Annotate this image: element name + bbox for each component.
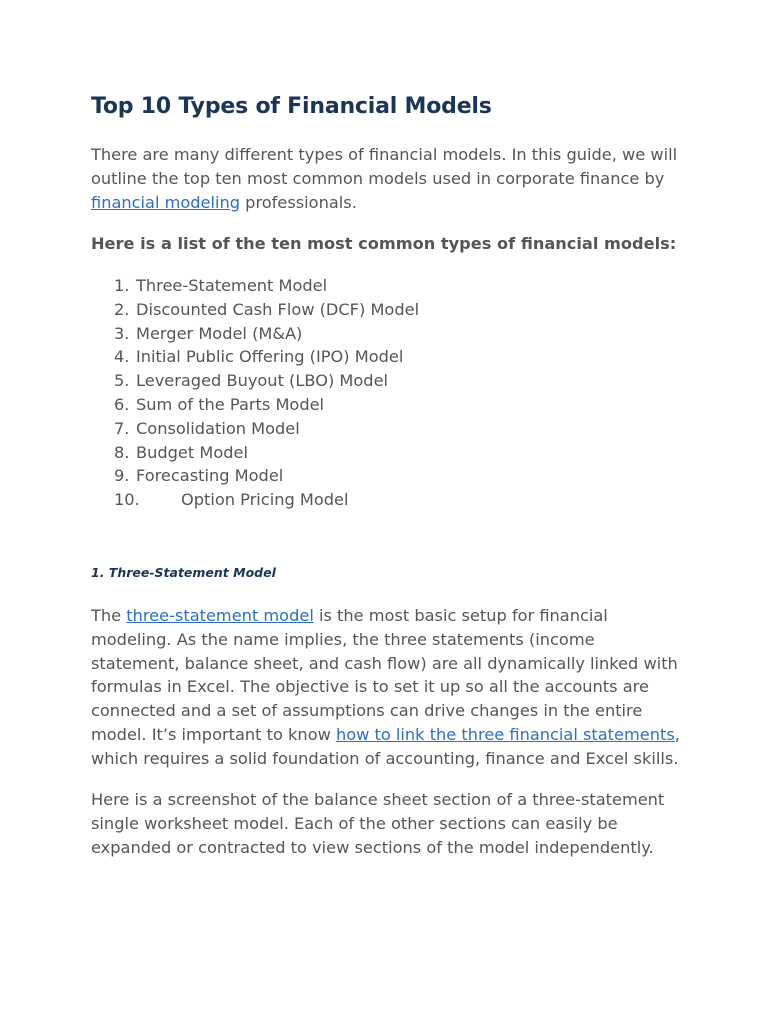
intro-text-after: professionals. [240, 192, 357, 212]
list-item-label: Discounted Cash Flow (DCF) Model [136, 299, 420, 319]
list-item-number: 4. [114, 347, 130, 367]
list-item-number: 7. [114, 418, 130, 438]
intro-paragraph [91, 143, 686, 214]
list-item-label: Initial Public Offering (IPO) Model [136, 347, 404, 367]
list-item-label: Merger Model (M&A) [136, 323, 303, 343]
list-item-label: Consolidation Model [136, 418, 300, 438]
paragraph-text: The [91, 606, 127, 625]
paragraph-text: , which requires a solid foundation of accounting, finance and Excel skills. [91, 724, 680, 768]
section-heading: 1. Three-Statement Model [91, 565, 276, 580]
list-item-number: 1. [114, 276, 130, 295]
list-item-label: Budget Model [136, 442, 248, 462]
intro-text-before: There are many different types of financial models. In this guide, we will outline the top ten most common models used in corporate finance by [91, 145, 678, 188]
page-title: Top 10 Types of Financial Models [91, 94, 492, 119]
list-item-number: 2. [114, 299, 130, 319]
list-item-number: 5. [114, 371, 130, 391]
list-item-number: 8. [114, 442, 130, 462]
list-item-label: Sum of the Parts Model [136, 394, 325, 414]
list-item-label: Three-Statement Model [136, 276, 328, 295]
paragraph-text: is the most basic setup for financial modeling. As the name implies, the three statements (income statement, balance sheet, and cash flow) are all dynamically linked with formulas in Excel. The objective is to set it up so all the accounts are connected and a set of assumptions can drive changes in the entire model. It’s important to know [91, 606, 678, 744]
list-item-number: 6. [114, 394, 130, 414]
list-item-label: Forecasting Model [136, 466, 284, 486]
screenshot-description-paragraph: Here is a screenshot of the balance sheet section of a three-statement single worksheet model. Each of the other sections can easily be expanded or contracted to view sections of the model independently. [91, 790, 665, 857]
list-item-number: 10. [114, 490, 140, 510]
link-statements-link[interactable]: how to link the three financial statements [335, 724, 675, 744]
financial-modeling-link[interactable]: financial modeling [91, 192, 241, 212]
list-item-label: Leveraged Buyout (LBO) Model [136, 371, 389, 391]
list-item-number: 9. [114, 466, 130, 486]
section-paragraph [91, 604, 686, 771]
three-statement-model-link[interactable]: three-statement model [126, 606, 314, 625]
list-item-label: Option Pricing Model [181, 490, 349, 510]
list-lead: Here is a list of the ten most common types of financial models: [91, 234, 677, 253]
list-item-number: 3. [114, 323, 130, 343]
